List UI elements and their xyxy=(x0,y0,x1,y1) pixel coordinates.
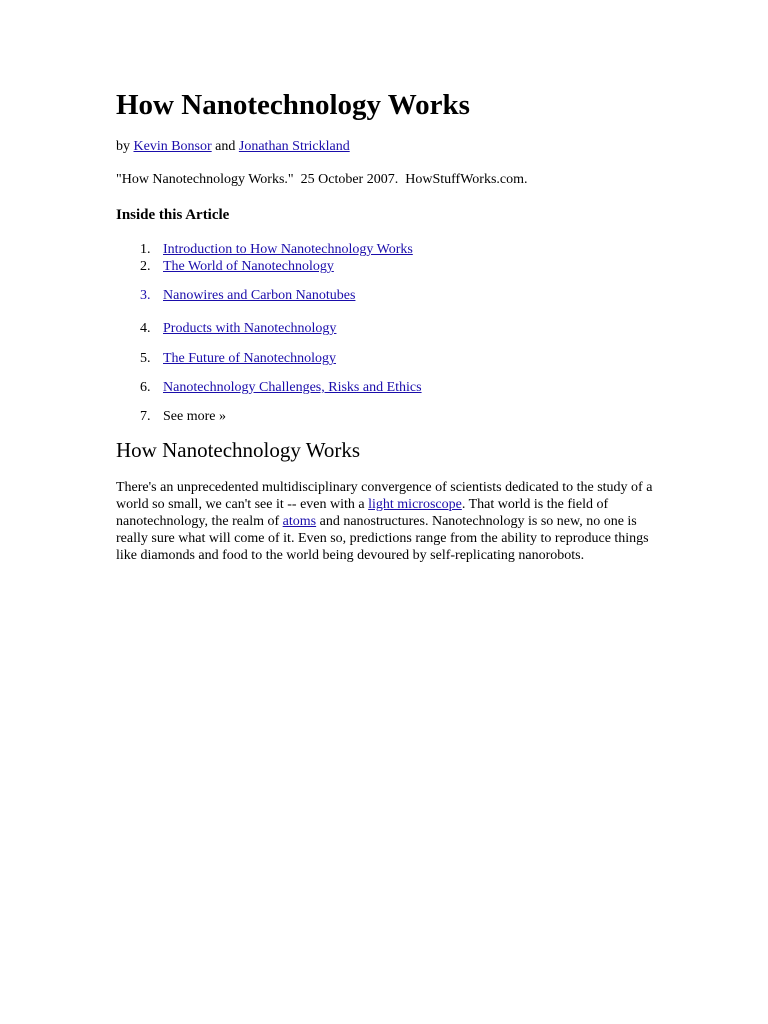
byline xyxy=(116,138,350,156)
citation-text: "How Nanotechnology Works." 25 October 2007. HowStuffWorks.com. xyxy=(116,172,528,187)
toc-item-4 xyxy=(140,320,336,338)
see-more-text[interactable]: See more » xyxy=(163,409,226,424)
toc-number: 6. xyxy=(140,380,151,395)
toc-item-5 xyxy=(140,350,336,368)
author-link-jonathan-strickland[interactable]: Jonathan Strickland xyxy=(238,139,350,154)
toc-number: 4. xyxy=(140,321,151,336)
byline-conjunction: and xyxy=(211,139,239,154)
light-microscope-link[interactable]: light microscope xyxy=(368,497,462,512)
toc-number: 1. xyxy=(140,242,151,257)
toc-number: 5. xyxy=(140,351,151,366)
toc-number: 3. xyxy=(140,288,151,303)
author-link-kevin-bonsor[interactable]: Kevin Bonsor xyxy=(133,139,212,154)
toc-link-future[interactable]: The Future of Nanotechnology xyxy=(163,351,337,366)
intro-paragraph xyxy=(116,479,656,564)
toc-item-3 xyxy=(140,287,355,305)
toc-item-6 xyxy=(140,379,422,397)
intro-text-1: There's an unprecedented multidisciplinary convergence of scientists dedicated to the study of a world so small, we can't see it -- even with a xyxy=(116,480,653,512)
toc-item-7 xyxy=(140,408,226,426)
intro-text-3: and nanostructures. Nanotechnology is so new, no one is really sure what will come of it. Even so, predictions range from the ability to reproduce things like diamonds and food to the world being devoured by self-replicating nanorobots. xyxy=(116,514,649,563)
toc-link-introduction[interactable]: Introduction to How Nanotechnology Works xyxy=(163,242,413,257)
toc-number: 7. xyxy=(140,409,151,424)
toc-link-world-of-nanotechnology[interactable]: The World of Nanotechnology xyxy=(163,259,334,274)
toc-link-products[interactable]: Products with Nanotechnology xyxy=(163,321,337,336)
toc-heading: Inside this Article xyxy=(116,207,230,223)
toc-link-nanowires[interactable]: Nanowires and Carbon Nanotubes xyxy=(163,288,356,303)
toc-item-2 xyxy=(140,258,334,276)
byline-prefix: by xyxy=(116,139,134,154)
page-title: How Nanotechnology Works xyxy=(116,89,470,121)
intro-text-2: . That world is the field of nanotechnology, the realm of xyxy=(116,497,609,529)
atoms-link[interactable]: atoms xyxy=(282,514,317,529)
toc-item-1 xyxy=(140,241,413,259)
section-heading: How Nanotechnology Works xyxy=(116,438,361,462)
toc-number: 2. xyxy=(140,259,151,274)
toc-link-challenges[interactable]: Nanotechnology Challenges, Risks and Ethics xyxy=(163,380,422,395)
